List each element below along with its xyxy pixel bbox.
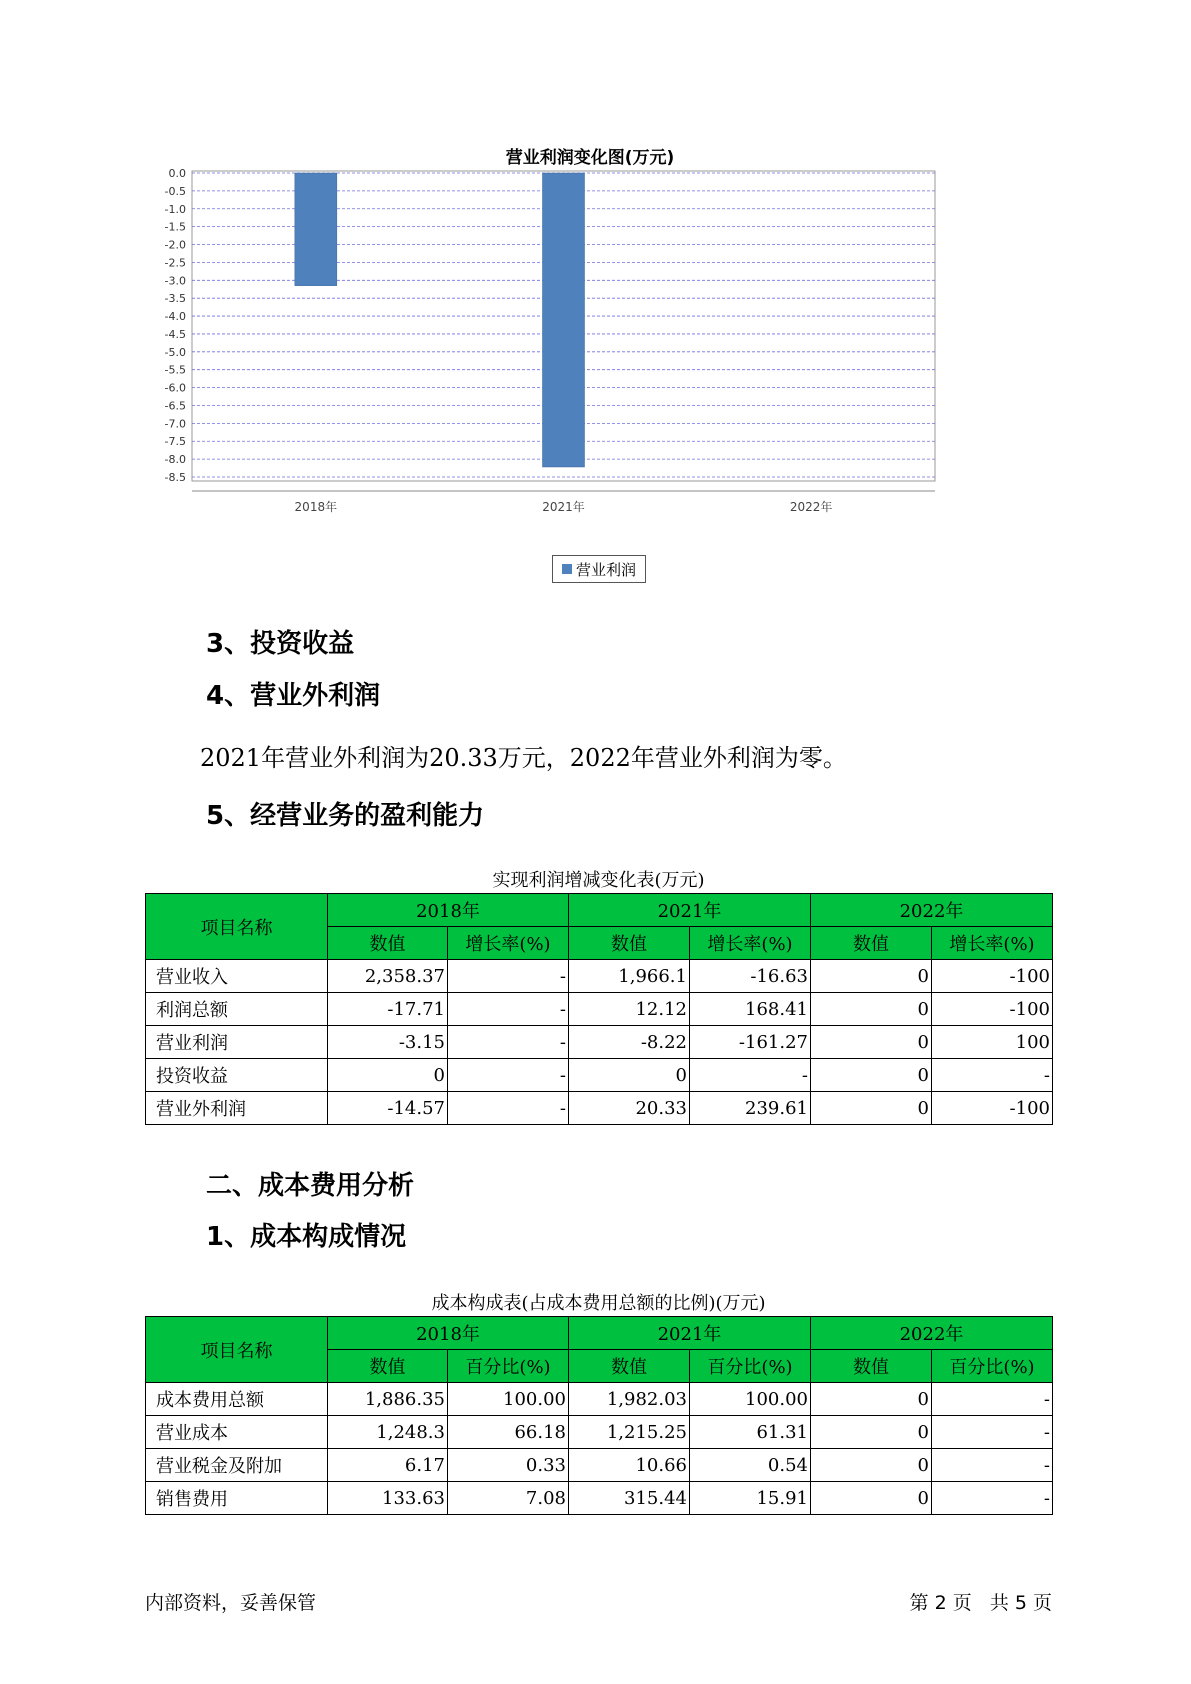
cost-table <box>145 1316 1053 1515</box>
cost-cell: 0 <box>811 1383 932 1416</box>
cost-cell: 10.66 <box>569 1449 690 1482</box>
profit-cell: 239.61 <box>690 1092 811 1125</box>
profit-cell: 1,966.1 <box>569 960 690 993</box>
profit-year-2021: 2021年 <box>569 894 811 927</box>
cost-cell: 0.33 <box>448 1449 569 1482</box>
heading-profitability: 5、经营业务的盈利能力 <box>206 801 485 831</box>
cost-year-2022: 2022年 <box>811 1317 1053 1350</box>
cost-cell: 0.54 <box>690 1449 811 1482</box>
profit-cell: 12.12 <box>569 993 690 1026</box>
profit-cell: 20.33 <box>569 1092 690 1125</box>
cost-cell: - <box>932 1449 1053 1482</box>
y-tick-label: -8.0 <box>164 453 186 467</box>
cost-cell: 1,982.03 <box>569 1383 690 1416</box>
profit-cell: -16.63 <box>690 960 811 993</box>
profit-cell: -8.22 <box>569 1026 690 1059</box>
profit-row <box>146 1092 1053 1125</box>
y-tick-label: -1.0 <box>164 202 186 216</box>
profit-sub-rate: 增长率(%) <box>448 927 569 960</box>
cost-name-header: 项目名称 <box>146 1317 328 1383</box>
profit-row-name: 投资收益 <box>146 1059 328 1092</box>
profit-cell: 0 <box>811 960 932 993</box>
profit-cell: 2,358.37 <box>328 960 448 993</box>
cost-row <box>146 1416 1053 1449</box>
cost-cell: 6.17 <box>328 1449 448 1482</box>
heading-non-operating-profit: 4、营业外利润 <box>206 681 381 711</box>
bar-1 <box>543 173 585 467</box>
profit-row-name: 利润总额 <box>146 993 328 1026</box>
cost-cell: 15.91 <box>690 1482 811 1515</box>
profit-row-name: 营业利润 <box>146 1026 328 1059</box>
y-tick-label: -5.5 <box>164 363 186 377</box>
y-tick-label: -6.0 <box>164 381 186 395</box>
profit-sub-value: 数值 <box>328 927 448 960</box>
y-tick-label: -4.5 <box>164 327 186 341</box>
y-tick-label: -7.5 <box>164 435 186 449</box>
cost-cell: 0 <box>811 1449 932 1482</box>
profit-year-2022: 2022年 <box>811 894 1053 927</box>
y-tick-label: -2.0 <box>164 238 186 252</box>
profit-cell: -100 <box>932 1092 1053 1125</box>
legend-swatch <box>562 564 572 574</box>
profit-cell: 0 <box>569 1059 690 1092</box>
profit-cell: 168.41 <box>690 993 811 1026</box>
y-tick-label: -3.0 <box>164 274 186 288</box>
cost-sub-percent: 百分比(%) <box>690 1350 811 1383</box>
cost-row-name: 营业成本 <box>146 1416 328 1449</box>
cost-table-caption: 成本构成表(占成本费用总额的比例)(万元) <box>431 1293 766 1314</box>
profit-sub-value: 数值 <box>569 927 690 960</box>
x-tick-label: 2021年 <box>542 500 585 514</box>
cost-cell: 7.08 <box>448 1482 569 1515</box>
cost-row-name: 营业税金及附加 <box>146 1449 328 1482</box>
profit-row <box>146 993 1053 1026</box>
x-tick-label: 2022年 <box>789 500 833 514</box>
cost-year-2018: 2018年 <box>328 1317 569 1350</box>
profit-cell: -14.57 <box>328 1092 448 1125</box>
cost-cell: 100.00 <box>690 1383 811 1416</box>
profit-row-name: 营业收入 <box>146 960 328 993</box>
profit-row-name: 营业外利润 <box>146 1092 328 1125</box>
chart-title: 营业利润变化图(万元) <box>505 148 675 168</box>
profit-cell: 0 <box>811 1092 932 1125</box>
cost-cell: - <box>932 1383 1053 1416</box>
cost-cell: 1,886.35 <box>328 1383 448 1416</box>
profit-cell: - <box>690 1059 811 1092</box>
profit-cell: - <box>448 993 569 1026</box>
profit-cell: -161.27 <box>690 1026 811 1059</box>
profit-cell: -100 <box>932 960 1053 993</box>
profit-cell: -100 <box>932 993 1053 1026</box>
operating-profit-chart <box>150 135 1030 595</box>
profit-row <box>146 960 1053 993</box>
legend-label: 营业利润 <box>575 560 636 579</box>
y-tick-label: -0.5 <box>164 184 186 198</box>
y-tick-label: -6.5 <box>164 399 186 413</box>
profit-sub-value: 数值 <box>811 927 932 960</box>
heading-cost-composition: 1、成本构成情况 <box>206 1222 407 1252</box>
y-tick-label: -5.0 <box>164 345 186 359</box>
x-tick-label: 2018年 <box>294 500 338 514</box>
bar-0 <box>295 173 337 286</box>
footer-page-number: 第 2 页 共 5 页 <box>909 1592 1052 1614</box>
cost-cell: 100.00 <box>448 1383 569 1416</box>
cost-row <box>146 1482 1053 1515</box>
cost-cell: - <box>932 1416 1053 1449</box>
chart-legend <box>552 555 646 583</box>
profit-cell: - <box>448 1092 569 1125</box>
profit-table <box>145 893 1053 1125</box>
cost-cell: 315.44 <box>569 1482 690 1515</box>
profit-year-2018: 2018年 <box>328 894 569 927</box>
heading-cost-analysis: 二、成本费用分析 <box>206 1171 415 1201</box>
y-tick-label: -3.5 <box>164 292 186 306</box>
cost-row <box>146 1449 1053 1482</box>
cost-cell: 0 <box>811 1416 932 1449</box>
profit-cell: -17.71 <box>328 993 448 1026</box>
profit-cell: - <box>448 1059 569 1092</box>
profit-cell: - <box>448 960 569 993</box>
y-tick-label: 0.0 <box>168 167 186 180</box>
profit-name-header: 项目名称 <box>146 894 328 960</box>
profit-cell: -3.15 <box>328 1026 448 1059</box>
profit-cell: - <box>448 1026 569 1059</box>
cost-row-name: 成本费用总额 <box>146 1383 328 1416</box>
footer-confidential: 内部资料，妥善保管 <box>145 1592 317 1614</box>
cost-row-name: 销售费用 <box>146 1482 328 1515</box>
profit-sub-rate: 增长率(%) <box>932 927 1053 960</box>
paragraph-non-operating: 2021年营业外利润为20.33万元，2022年营业外利润为零。 <box>200 744 847 772</box>
profit-row <box>146 1059 1053 1092</box>
cost-row <box>146 1383 1053 1416</box>
profit-cell: 0 <box>811 993 932 1026</box>
cost-year-2021: 2021年 <box>569 1317 811 1350</box>
cost-sub-value: 数值 <box>569 1350 690 1383</box>
cost-cell: 133.63 <box>328 1482 448 1515</box>
cost-cell: 66.18 <box>448 1416 569 1449</box>
profit-cell: 0 <box>811 1059 932 1092</box>
profit-sub-rate: 增长率(%) <box>690 927 811 960</box>
profit-row <box>146 1026 1053 1059</box>
cost-cell: 1,215.25 <box>569 1416 690 1449</box>
cost-sub-value: 数值 <box>328 1350 448 1383</box>
chart-plot <box>150 135 1030 595</box>
profit-cell: 100 <box>932 1026 1053 1059</box>
cost-cell: 0 <box>811 1482 932 1515</box>
y-tick-label: -4.0 <box>164 310 186 324</box>
heading-investment-income: 3、投资收益 <box>206 629 355 659</box>
profit-cell: 0 <box>328 1059 448 1092</box>
profit-cell: 0 <box>811 1026 932 1059</box>
y-tick-label: -8.5 <box>164 471 186 484</box>
cost-cell: 1,248.3 <box>328 1416 448 1449</box>
profit-cell: - <box>932 1059 1053 1092</box>
profit-table-caption: 实现利润增减变化表(万元) <box>492 870 705 891</box>
cost-cell: 61.31 <box>690 1416 811 1449</box>
cost-sub-percent: 百分比(%) <box>932 1350 1053 1383</box>
cost-sub-percent: 百分比(%) <box>448 1350 569 1383</box>
y-tick-label: -2.5 <box>164 256 186 270</box>
y-tick-label: -7.0 <box>164 417 186 431</box>
cost-sub-value: 数值 <box>811 1350 932 1383</box>
cost-cell: - <box>932 1482 1053 1515</box>
y-tick-label: -1.5 <box>164 220 186 234</box>
